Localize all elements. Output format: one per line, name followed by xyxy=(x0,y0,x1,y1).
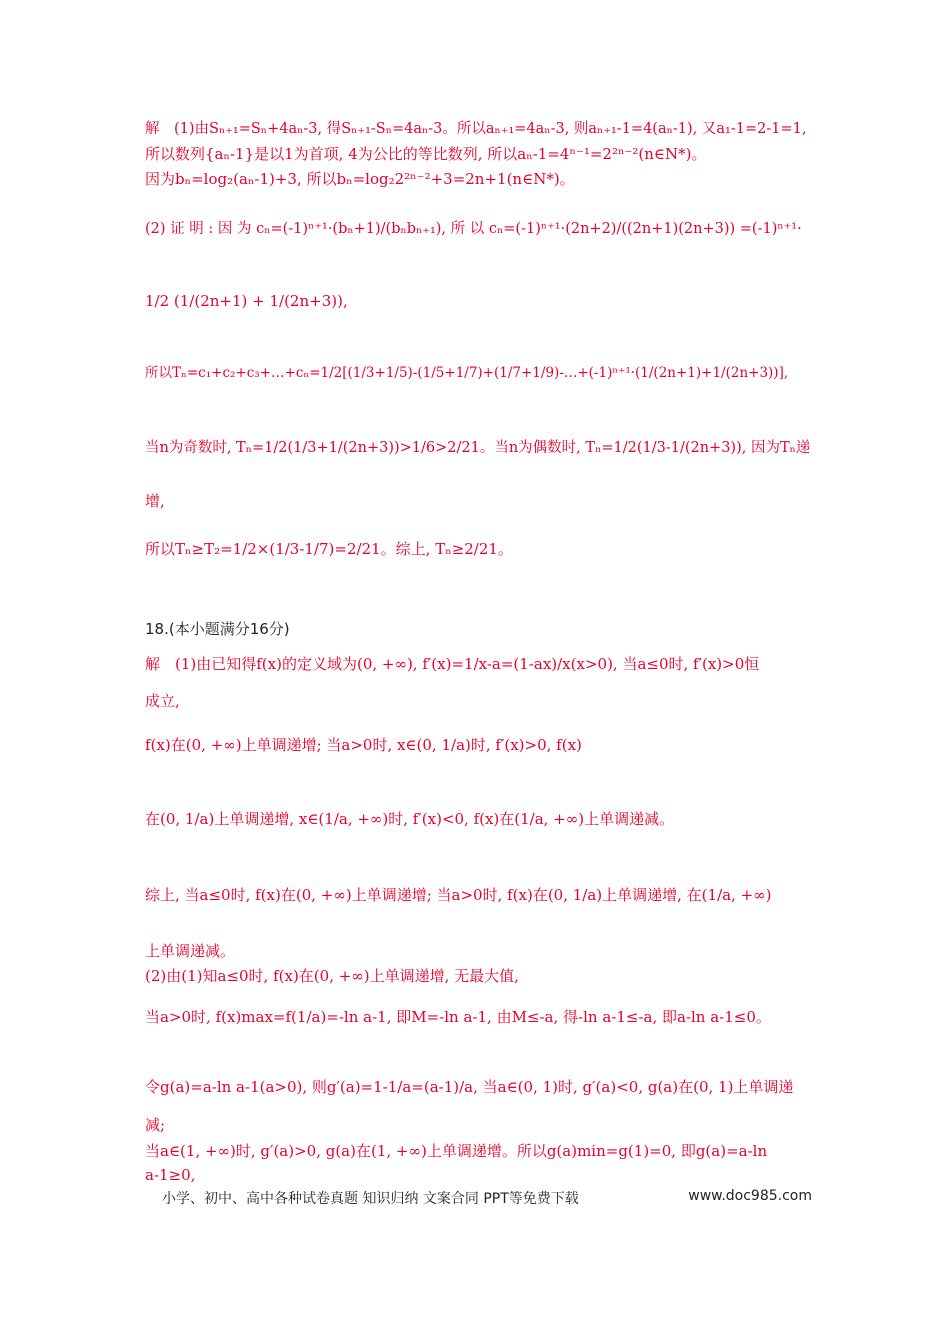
p18-line-11: 当a∈(1, +∞)时, g′(a)>0, g(a)在(1, +∞)上单调递增。所以g(a)min=g(1)=0, 即g(a)=a-ln xyxy=(145,1142,768,1160)
p18-line-7: (2)由(1)知a≤0时, f(x)在(0, +∞)上单调递增, 无最大值, xyxy=(145,967,519,985)
p18-line-9: 令g(a)=a-ln a-1(a>0), 则g′(a)=1-1/a=(a-1)/a, 当a∈(0, 1)时, g′(a)<0, g(a)在(0, 1)上单调递 xyxy=(145,1078,794,1096)
p18-line-2: 成立, xyxy=(145,692,180,710)
p17-line-4: (2) 证 明 : 因 为 cₙ=(-1)ⁿ⁺¹·(bₙ+1)/(bₙbₙ₊₁), 所 以 cₙ=(-1)ⁿ⁺¹·(2n+2)/((2n+1)(2n+3)) =(-1)ⁿ⁺¹· xyxy=(145,221,802,237)
footer-site: www.doc985.com xyxy=(688,1188,812,1204)
p17-line-5: 1/2 (1/(2n+1) + 1/(2n+3)), xyxy=(145,292,348,310)
p18-line-5: 综上, 当a≤0时, f(x)在(0, +∞)上单调递增; 当a>0时, f(x)在(0, 1/a)上单调递增, 在(1/a, +∞) xyxy=(145,886,772,904)
p18-line-1: 解 (1)由已知得f(x)的定义域为(0, +∞), f′(x)=1/x-a=(1-ax)/x(x>0), 当a≤0时, f′(x)>0恒 xyxy=(145,655,760,673)
p18-line-12: a-1≥0, xyxy=(145,1166,196,1184)
p18-line-10: 减; xyxy=(145,1116,166,1134)
p18-line-4: 在(0, 1/a)上单调递增, x∈(1/a, +∞)时, f′(x)<0, f(x)在(1/a, +∞)上单调递减。 xyxy=(145,810,675,828)
page-footer xyxy=(162,1188,812,1208)
p17-line-6: 所以Tₙ=c₁+c₂+c₃+…+cₙ=1/2[(1/3+1/5)-(1/5+1/7)+(1/7+1/9)-…+(-1)ⁿ⁺¹·(1/(2n+1)+1/(2n+3))], xyxy=(145,365,789,381)
p17-line-7: 当n为奇数时, Tₙ=1/2(1/3+1/(2n+3))>1/6>2/21。当n为偶数时, Tₙ=1/2(1/3-1/(2n+3)), 因为Tₙ递 xyxy=(145,440,811,456)
p17-line-9: 所以Tₙ≥T₂=1/2×(1/3-1/7)=2/21。综上, Tₙ≥2/21。 xyxy=(145,540,513,558)
p17-line-3: 因为bₙ=log₂(aₙ-1)+3, 所以bₙ=log₂2²ⁿ⁻²+3=2n+1(n∈N*)。 xyxy=(145,170,575,188)
footer-text: 小学、初中、高中各种试卷真题 知识归纳 文案合同 PPT等免费下载 xyxy=(162,1191,579,1207)
p17-line-8: 增, xyxy=(145,492,165,510)
p17-line-1: 解 (1)由Sₙ₊₁=Sₙ+4aₙ-3, 得Sₙ₊₁-Sₙ=4aₙ-3。所以aₙ₊₁=4aₙ-3, 则aₙ₊₁-1=4(aₙ-1), 又a₁-1=2-1=1, xyxy=(145,121,807,137)
p18-line-3: f(x)在(0, +∞)上单调递增; 当a>0时, x∈(0, 1/a)时, f′(x)>0, f(x) xyxy=(145,736,582,754)
p18-line-8: 当a>0时, f(x)max=f(1/a)=-ln a-1, 即M=-ln a-1, 由M≤-a, 得-ln a-1≤-a, 即a-ln a-1≤0。 xyxy=(145,1008,771,1026)
question-18-heading: 18.(本小题满分16分) xyxy=(145,620,290,638)
p18-line-6: 上单调递减。 xyxy=(145,942,236,960)
p17-line-2: 所以数列{aₙ-1}是以1为首项, 4为公比的等比数列, 所以aₙ-1=4ⁿ⁻¹=2²ⁿ⁻²(n∈N*)。 xyxy=(145,145,707,163)
